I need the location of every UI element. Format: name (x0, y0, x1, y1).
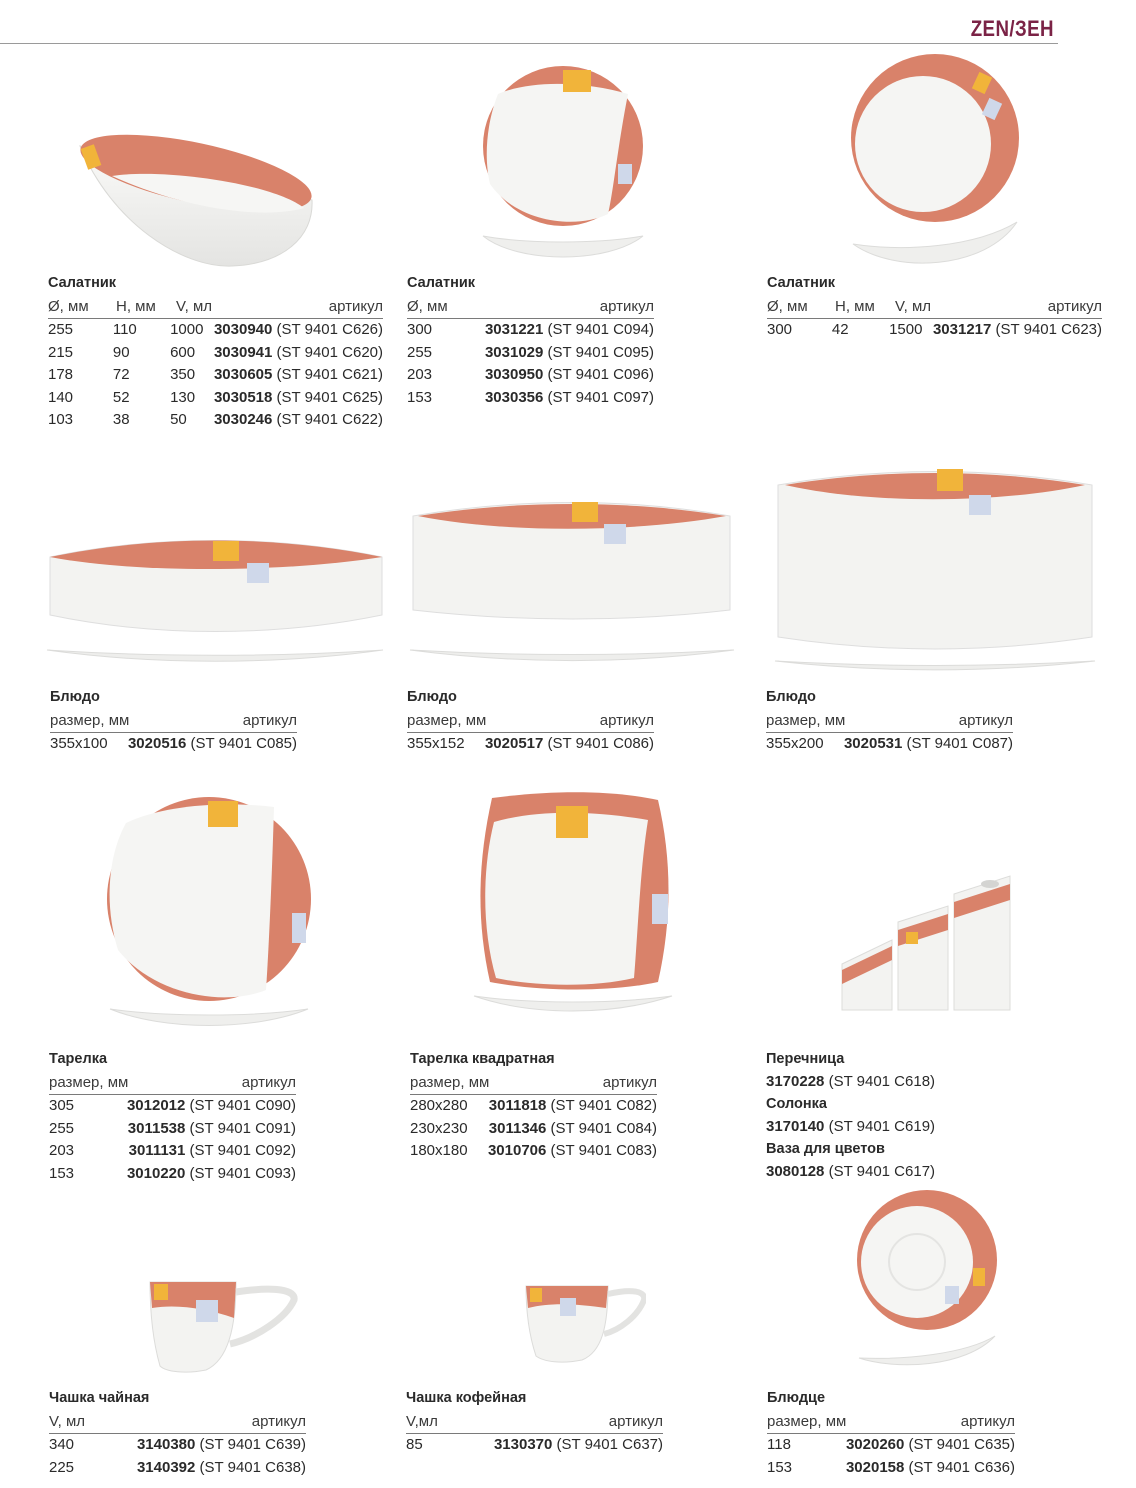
table-row: 215 90 600 3030941 (ST 9401 C620) (48, 343, 383, 361)
shakers-spec (766, 1048, 1026, 1183)
table-header: размер, мм артикул (410, 1072, 657, 1096)
table-row: 103 38 50 3030246 (ST 9401 C622) (48, 411, 383, 428)
saucer-spec (767, 1387, 1015, 1479)
product-title: Чашка чайная (49, 1390, 150, 1406)
table-row: 180x180 3010706 (ST 9401 C083) (410, 1142, 657, 1159)
product-title: Тарелка квадратная (410, 1051, 555, 1067)
product-title: Салатник (407, 275, 476, 291)
square-plate-image (472, 790, 674, 1020)
product-title: Блюдо (766, 689, 816, 705)
table-row: 153 3030356 (ST 9401 C097) (407, 388, 654, 406)
table-row: 340 3140380 (ST 9401 C639) (49, 1436, 306, 1453)
table-header: размер, мм артикул (407, 710, 654, 734)
tea-cup-spec (49, 1387, 306, 1479)
product-title: Солонка (766, 1096, 827, 1112)
product-title: Салатник (48, 275, 117, 291)
header-rule (0, 43, 1058, 44)
coffee-cup-image (522, 1282, 646, 1364)
tea-cup-image (146, 1278, 298, 1374)
table-header: Ø, мм H, мм V, мл артикул (767, 296, 1102, 320)
saucer-image (855, 1190, 1000, 1370)
dish3-spec (766, 686, 1013, 756)
table-header: размер, мм артикул (49, 1072, 296, 1096)
salad-bowl-tilted-image (72, 128, 322, 273)
brand-title: ZEN/ЗЕН (970, 16, 1054, 41)
table-row: 230x230 3011346 (ST 9401 C084) (410, 1119, 657, 1137)
salad-plate-round-image (478, 64, 648, 270)
table-row: 255 110 1000 3030940 (ST 9401 C626) (48, 321, 383, 338)
table-header: Ø, мм артикул (407, 296, 654, 320)
product-title: Блюдо (407, 689, 457, 705)
table-header: Ø, мм H, мм V, мл артикул (48, 296, 383, 320)
table-row: 300 42 1500 3031217 (ST 9401 C623) (767, 321, 1102, 338)
coffee-cup-spec (406, 1387, 663, 1457)
salad-plate-wide-image (845, 52, 1025, 272)
dish1-spec (50, 686, 297, 756)
table-row: 355x152 3020517 (ST 9401 C086) (407, 735, 654, 752)
plate-round-image (104, 795, 314, 1035)
table-header: V, мл артикул (49, 1411, 306, 1435)
salad1-spec (48, 272, 383, 432)
table-row: 300 3031221 (ST 9401 C094) (407, 321, 654, 338)
dish2-spec (407, 686, 654, 756)
table-header: размер, мм артикул (766, 710, 1013, 734)
product-title: Чашка кофейная (406, 1390, 527, 1406)
product-title: Перечница (766, 1051, 845, 1067)
product-title: Ваза для цветов (766, 1141, 885, 1157)
dish-355x200-image (773, 465, 1097, 675)
table-header: размер, мм артикул (50, 710, 297, 734)
dish-355x100-image (45, 535, 385, 670)
table-row: 178 72 350 3030605 (ST 9401 C621) (48, 366, 383, 383)
table-row: 355x200 3020531 (ST 9401 C087) (766, 735, 1013, 752)
table-row: 355x100 3020516 (ST 9401 C085) (50, 735, 297, 752)
product-title: Блюдце (767, 1390, 826, 1406)
list-item: 3080128 (ST 9401 C617) (766, 1162, 936, 1180)
dish-355x152-image (408, 498, 736, 670)
table-row: 305 3012012 (ST 9401 C090) (49, 1097, 296, 1114)
table-row: 203 3011131 (ST 9401 C092) (49, 1142, 296, 1159)
shakers-vase-image (840, 872, 1015, 1014)
table-row: 153 3010220 (ST 9401 C093) (49, 1164, 296, 1182)
table-row: 225 3140392 (ST 9401 C638) (49, 1458, 306, 1476)
salad3-spec (767, 272, 1102, 342)
table-row: 118 3020260 (ST 9401 C635) (767, 1436, 1015, 1453)
table-row: 255 3031029 (ST 9401 C095) (407, 343, 654, 361)
list-item: 3170228 (ST 9401 C618) (766, 1072, 936, 1090)
product-title: Блюдо (50, 689, 100, 705)
plate-spec (49, 1048, 296, 1185)
table-row: 280x280 3011818 (ST 9401 C082) (410, 1097, 657, 1114)
table-row: 153 3020158 (ST 9401 C636) (767, 1458, 1015, 1476)
table-header: V,мл артикул (406, 1411, 663, 1435)
table-row: 203 3030950 (ST 9401 C096) (407, 366, 654, 383)
table-row: 85 3130370 (ST 9401 C637) (406, 1436, 663, 1453)
square-plate-spec (410, 1048, 657, 1163)
product-title: Салатник (767, 275, 836, 291)
product-title: Тарелка (49, 1051, 108, 1067)
table-row: 140 52 130 3030518 (ST 9401 C625) (48, 388, 383, 406)
salad2-spec (407, 272, 654, 409)
list-item: 3170140 (ST 9401 C619) (766, 1117, 936, 1135)
table-row: 255 3011538 (ST 9401 C091) (49, 1119, 296, 1137)
table-header: размер, мм артикул (767, 1411, 1015, 1435)
